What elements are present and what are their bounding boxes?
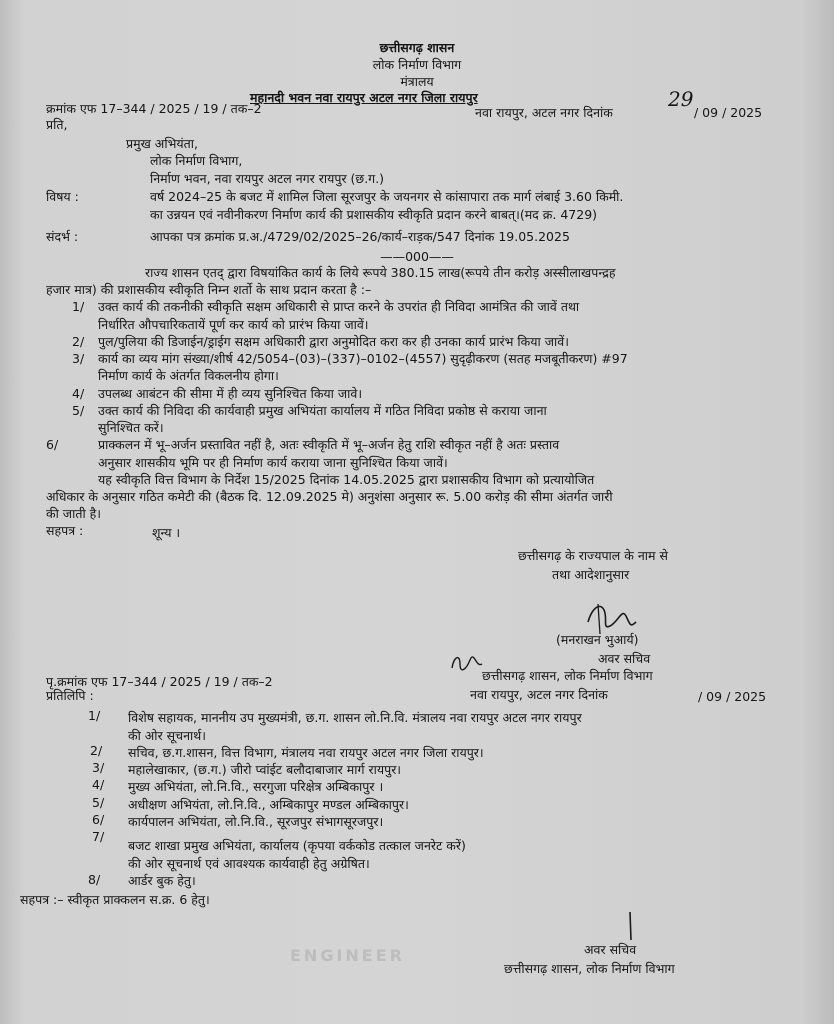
- to-line2: लोक निर्माण विभाग,: [150, 153, 243, 168]
- sign2-designation: अवर सचिव: [584, 942, 637, 957]
- condition-3-line1: कार्य का व्यय मांग संख्या/शीर्ष 42/5054–(03)–(337)–0102–(4557) सुदृढ़ीकरण (सतह मजबूतीकरण) #97: [98, 351, 628, 366]
- condition-6-line2: अनुसार शासकीय भूमि पर ही निर्माण कार्य कराया जाना सुनिश्चित किया जावें।: [98, 455, 448, 470]
- condition-5-line1: उक्त कार्य की निविदा की कार्यवाही प्रमुख अभियंता कार्यालय में गठित निविदा प्रकोष्ठ से कराया जाना: [98, 403, 547, 418]
- subject-line2: का उन्नयन एवं नवीनीकरण निर्माण कार्य की प्रशासकीय स्वीकृति प्रदान करने बाबत्।(मद क्र. 4729): [150, 207, 598, 222]
- sign1-place-date: नवा रायपुर, अटल नगर दिनांक: [470, 687, 608, 702]
- copy-item-3-line1: महालेखाकार, (छ.ग.) जीरो प्वांईट बलौदाबाजार मार्ग रायपुर।: [128, 762, 402, 777]
- copy-item-1-line1: विशेष सहायक, माननीय उप मुख्यमंत्री, छ.ग. शासन लो.नि.वि. मंत्रालय नवा रायपुर अटल नगर रायपुर: [128, 710, 582, 725]
- header-line2: लोक निर्माण विभाग: [372, 57, 462, 72]
- copy-item-1-line2: की ओर सूचनार्थ।: [128, 728, 206, 743]
- copy-item-5-number: 5/: [92, 795, 105, 810]
- subject-label: विषय :: [46, 189, 79, 204]
- ref-day-handwritten: 29: [668, 87, 694, 111]
- separator: ——000——: [380, 249, 454, 264]
- reference-label: संदर्भ :: [46, 229, 79, 244]
- condition-1-line2: निर्धारित औपचारिकतायें पूर्ण कर कार्य को प्रारंभ किया जावें।: [98, 317, 369, 332]
- condition-4-number: 4/: [72, 386, 85, 401]
- enclosure-value: शून्य ।: [152, 525, 181, 540]
- header-line1: छत्तीसगढ़ शासन: [379, 40, 455, 55]
- copy-item-8-number: 8/: [88, 872, 101, 887]
- ref-place-date: नवा रायपुर, अटल नगर दिनांक: [475, 105, 613, 120]
- sign2-dept: छत्तीसगढ़ शासन, लोक निर्माण विभाग: [504, 961, 675, 976]
- intro-line2: हजार मात्र) की प्रशासकीय स्वीकृति निम्न शर्तो के साथ प्रदान करता है :–: [46, 282, 372, 297]
- intro-line1: राज्य शासन एतद् द्वारा विषयांकित कार्य के लिये रूपये 380.15 लाख(रूपये तीन करोड़ अस्सीलाखपन्द्रह: [145, 265, 616, 280]
- sign1-designation: अवर सचिव: [598, 651, 651, 666]
- header-line3: मंत्रालय: [400, 74, 434, 89]
- approval-para-line2: अधिकार के अनुसार गठित कमेटी की (बैठक दि. 12.09.2025 मे) अनुशंसा अनुसार रू. 5.00 करोड़ की सीमा अंतर्गत जारी: [46, 489, 613, 504]
- condition-2-line1: पुल/पुलिया की डिजाईन/ड्राईग सक्षम अधिकारी द्वारा अनुमोदित करा कर ही उनका कार्य प्रारंभ किया जावें।: [98, 334, 569, 349]
- signature-mark-2: [622, 910, 638, 944]
- copy-item-7-line2: की ओर सूचनार्थ एवं आवश्यक कार्यवाही हेतु अग्रेषित।: [128, 856, 370, 871]
- condition-3-line2: निर्माण कार्य के अंतर्गत विकलनीय होगा।: [98, 368, 279, 383]
- condition-1-number: 1/: [72, 299, 85, 314]
- copy-ref-number: पृ.क्रमांक एफ 17–344 / 2025 / 19 / तक–2: [46, 674, 273, 689]
- condition-4-line1: उपलब्ध आबंटन की सीमा में ही व्यय सुनिश्चित किया जावे।: [98, 386, 363, 401]
- ref-month-year: / 09 / 2025: [694, 105, 763, 120]
- ref-number: क्रमांक एफ 17–344 / 2025 / 19 / तक–2: [46, 101, 262, 116]
- sign1-dept: छत्तीसगढ़ शासन, लोक निर्माण विभाग: [482, 668, 653, 683]
- condition-6-line1: प्राक्कलन में भू–अर्जन प्रस्तावित नहीं है, अतः स्वीकृति में भू–अर्जन हेतु राशि स्वीकृत नहीं है अतः प्रस्ताव: [98, 437, 560, 452]
- approval-para-line3: की जाती है।: [46, 506, 102, 521]
- faint-stamp-watermark: ENGINEER: [290, 946, 405, 965]
- copy-item-4-line1: मुख्य अभियंता, लो.नि.वि., सरगुजा परिक्षेत्र अम्बिकापुर ।: [128, 779, 384, 794]
- copy-enclosure: सहपत्र :– स्वीकृत प्राक्कलन स.क्र. 6 हेतु।: [20, 892, 210, 907]
- copy-item-6-line1: कार्यपालन अभियंता, लो.नि.वि., सूरजपुर संभागसूरजपुर।: [128, 814, 384, 829]
- condition-1-line1: उक्त कार्य की तकनीकी स्वीकृति सक्षम अधिकारी से प्राप्त करने के उपरांत ही निविदा आमंत्रित की जावें तथा: [98, 299, 580, 314]
- copy-item-7-line1: बजट शाखा प्रमुख अभियंता, कार्यालय (कृपया वर्ककोड तत्काल जनरेट करें): [128, 838, 466, 853]
- approval-para-line1: यह स्वीकृति वित्त विभाग के निर्देश 15/2025 दिनांक 14.05.2025 द्वारा प्रशासकीय विभाग को प्रत्यायोजित: [98, 472, 595, 487]
- initials-mark: [448, 652, 484, 674]
- copy-item-7-number: 7/: [92, 829, 105, 844]
- condition-3-number: 3/: [72, 351, 85, 366]
- reference-text: आपका पत्र क्रमांक प्र.अ./4729/02/2025–26/कार्य–राड़क/547 दिनांक 19.05.2025: [150, 229, 570, 244]
- copy-item-3-number: 3/: [92, 760, 105, 775]
- sign1-line2: तथा आदेशानुसार: [552, 567, 630, 582]
- sign1-date-tail: / 09 / 2025: [698, 689, 767, 704]
- copy-label: प्रतिलिपि :: [46, 688, 94, 703]
- condition-5-number: 5/: [72, 403, 85, 418]
- condition-6-number: 6/: [46, 437, 59, 452]
- copy-item-4-number: 4/: [92, 777, 105, 792]
- copy-item-6-number: 6/: [92, 812, 105, 827]
- copy-item-2-line1: सचिव, छ.ग.शासन, वित्त विभाग, मंत्रालय नवा रायपुर अटल नगर जिला रायपुर।: [128, 745, 484, 760]
- enclosure-label: सहपत्र :: [46, 523, 84, 538]
- prati-label: प्रति,: [46, 117, 68, 132]
- condition-5-line2: सुनिश्चित करें।: [98, 420, 164, 435]
- header-address: महानदी भवन नवा रायपुर अटल नगर जिला रायपुर: [250, 90, 478, 105]
- sign1-name: (मनराखन भुआर्य): [556, 632, 639, 647]
- to-line1: प्रमुख अभियंता,: [126, 136, 198, 151]
- copy-item-2-number: 2/: [90, 743, 103, 758]
- subject-line1: वर्ष 2024–25 के बजट में शामिल जिला सूरजपुर के जयनगर से कांसापारा तक मार्ग लंबाई 3.60 किमी.: [150, 189, 624, 204]
- copy-item-8-line1: आर्डर बुक हेतु।: [128, 873, 196, 888]
- sign1-line1: छत्तीसगढ़ के राज्यपाल के नाम से: [518, 548, 668, 563]
- copy-item-1-number: 1/: [88, 708, 101, 723]
- condition-2-number: 2/: [72, 334, 85, 349]
- to-line3: निर्माण भवन, नवा रायपुर अटल नगर रायपुर (छ.ग.): [150, 171, 385, 186]
- copy-item-5-line1: अधीक्षण अभियंता, लो.नि.वि., अम्बिकापुर मण्डल अम्बिकापुर।: [128, 797, 409, 812]
